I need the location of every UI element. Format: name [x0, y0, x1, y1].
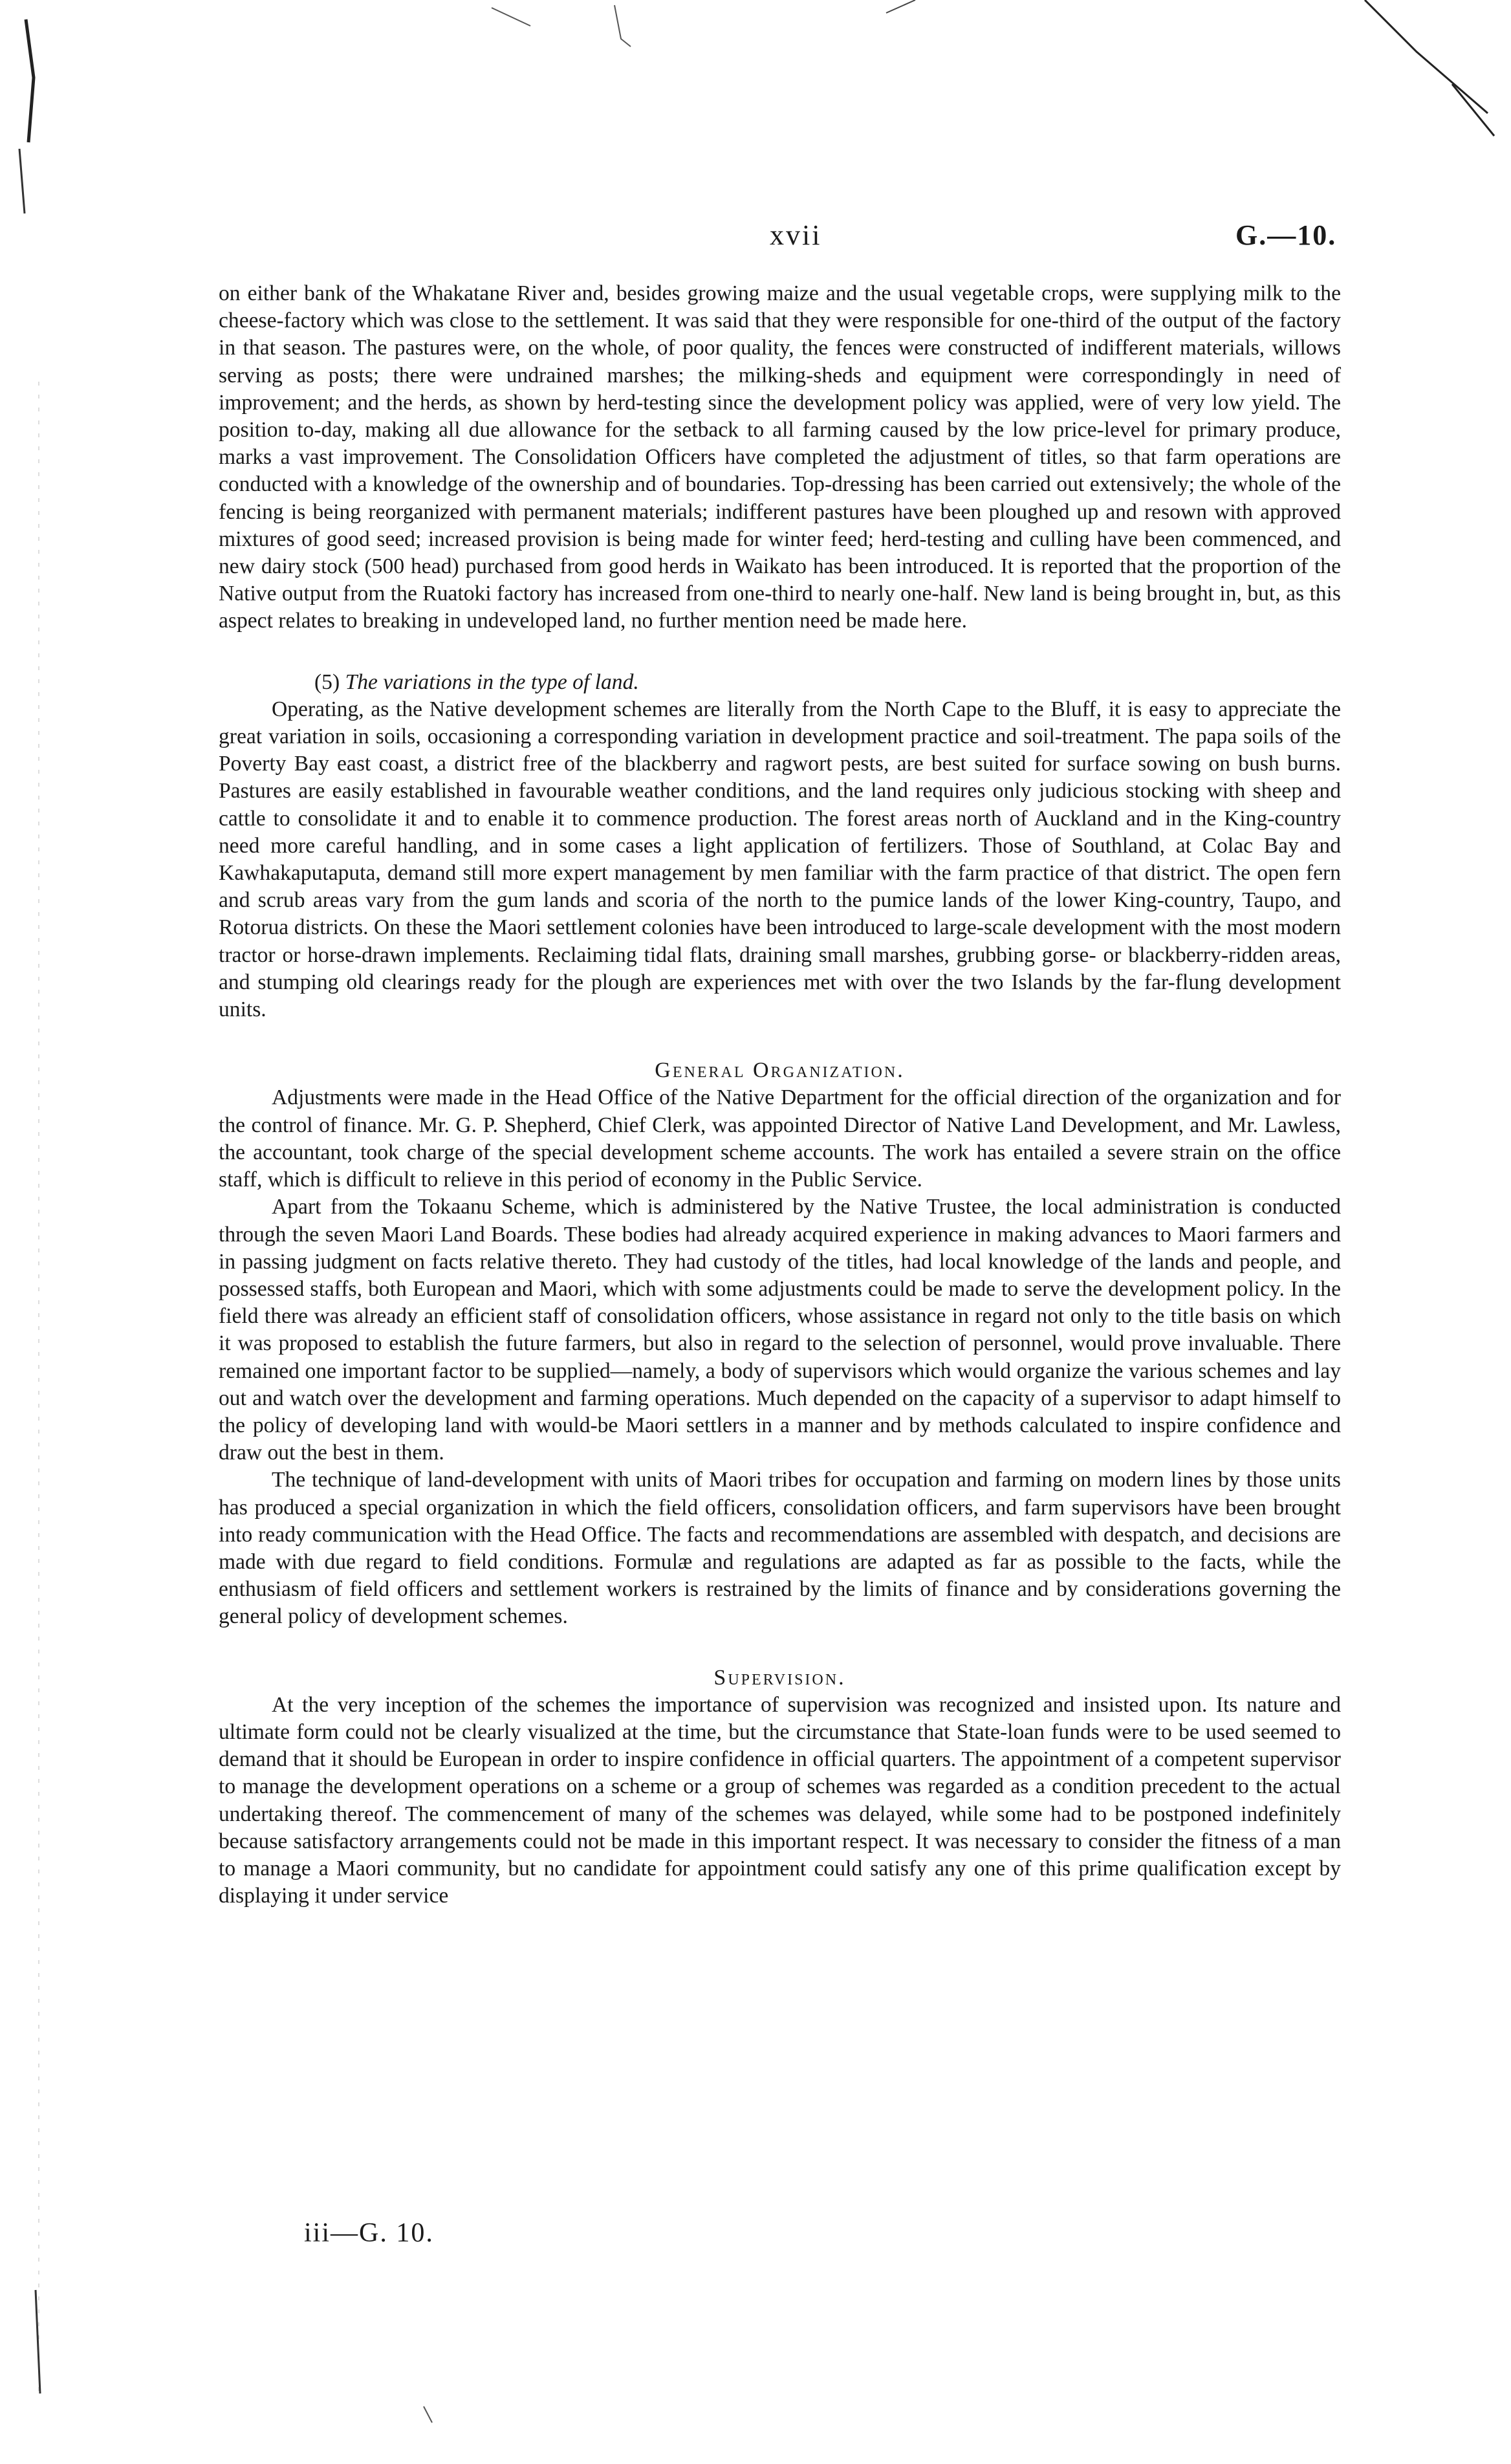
- heading-supervision: Supervision.: [713, 1665, 846, 1690]
- subheading-land-variations: [219, 669, 1341, 696]
- subheading-number: (5): [314, 670, 340, 694]
- body-text: [219, 280, 1341, 1910]
- paragraph-supervision: At the very inception of the schemes the importance of supervision was recognized and insisted upon. Its nature and ultimate form could not be clearly visualized at the time, but the circumstance that State-loan funds were to be used seemed to demand that it should be European in order to inspire confidence in official quarters. The appointment of a competent supervisor to manage the development operations on a scheme or a group of schemes was regarded as a condition precedent to the actual undertaking thereof. The commencement of many of the schemes was delayed, while some had to be postponed indefinitely because satisfactory arrangements could not be made in this important respect. It was necessary to consider the fitness of a man to manage a Maori community, but no candidate for appointment could satisfy any one of this prime qualification except by displaying it under service: [219, 1692, 1341, 1908]
- document-reference: G.—10.: [1235, 219, 1337, 251]
- paragraph-head-office: Adjustments were made in the Head Office of the Native Department for the official direction of the organization and for the control of finance. Mr. G. P. Shepherd, Chief Clerk, was appointed Director of Native Land Development, and Mr. Lawless, the accountant, took charge of the special development scheme accounts. The work has entailed a severe strain on the office staff, which is difficult to relieve in this period of economy in the Public Service.: [219, 1085, 1341, 1192]
- paragraph-whakatane: on either bank of the Whakatane River and, besides growing maize and the usual vegetable crops, were supplying milk to the cheese-factory which was close to the settlement. It was said that they were responsible for one-third of the output of the factory in that season. The pastures were, on the whole, of poor quality, the fences were constructed of indifferent materials, willows serving as posts; there were undrained marshes; the milking-sheds and equipment were correspondingly in need of improvement; and the herds, as shown by herd-testing since the development policy was applied, were of very low yield. The position to-day, making all due allowance for the setback to all farming caused by the low price-level for primary produce, marks a vast improvement. The Consolidation Officers have completed the adjustment of titles, so that farm operations are conducted with a knowledge of the ownership and of boundaries. Top-dressing has been carried out extensively; the whole of the fencing is being reorganized with permanent materials; indifferent pastures have been ploughed up and resown with approved mixtures of good seed; increased provision is being made for winter feed; herd-testing and culling have been commenced, and new dairy stock (500 head) purchased from good herds in Waikato has been introduced. It is reported that the proportion of the Native output from the Ruatoki factory has increased from one-third to nearly one-half. New land is being brought in, but, as this aspect relates to breaking in undeveloped land, no further mention need be made here.: [219, 281, 1341, 633]
- page-number-roman: xvii: [770, 219, 822, 251]
- paragraph-technique: The technique of land-development with units of Maori tribes for occupation and farming on modern lines by those units has produced a special organization in which the field officers, consolidation officers, and farm supervisors have been brought into ready communication with the Head Office. The facts and recommendations are assembled with despatch, and decisions are made with due regard to field conditions. Formulæ and regulations are adapted as far as possible to the facts, while the enthusiasm of field officers and settlement workers is restrained by the limits of finance and by considerations governing the general policy of development schemes.: [219, 1468, 1341, 1629]
- subheading-title: The variations in the type of land.: [345, 670, 639, 694]
- footer-signature: iii—G. 10.: [304, 2218, 434, 2248]
- paragraph-soil-variation: Operating, as the Native development schemes are literally from the North Cape to the Bluff, it is easy to appreciate the great variation in soils, occasioning a corresponding variation in development practice and soil-treatment. The papa soils of the Poverty Bay east coast, a district free of the blackberry and ragwort pests, are best suited for surface sowing on bush burns. Pastures are easily established in favourable weather conditions, and the land requires only judicious stocking with sheep and cattle to consolidate it and to enable it to commence production. The forest areas north of Auckland and in the King-country need more careful handling, and in some cases a light application of fertilizers. Those of Southland, at Colac Bay and Kawhakaputaputa, demand still more expert management by men familiar with the farm practice of that district. The open fern and scrub areas vary from the gum lands and scoria of the north to the pumice lands of the lower King-country, Taupo, and Rotorua districts. On these the Maori settlement colonies have been introduced to large-scale development with the most modern tractor or horse-drawn implements. Reclaiming tidal flats, draining small marshes, grubbing gorse- or blackberry-ridden areas, and stumping old clearings ready for the plough are experiences met with over the two Islands by the far-flung development units.: [219, 697, 1341, 1022]
- paragraph-local-administration: Apart from the Tokaanu Scheme, which is administered by the Native Trustee, the local administration is conducted through the seven Maori Land Boards. These bodies had already acquired experience in making advances to Maori farmers and in passing judgment on facts relative thereto. They had custody of the titles, had local knowledge of the lands and people, and possessed staffs, both European and Maori, which with some adjustments could be made to serve the development policy. In the field there was already an efficient staff of consolidation officers, whose assistance in regard not only to the title basis on which it was proposed to establish the future farmers, but also in regard to the selection of personnel, would prove invaluable. There remained one important factor to be supplied—namely, a body of supervisors which would organize the various schemes and lay out and watch over the development and farming operations. Much depended on the capacity of a supervisor to adapt himself to the policy of developing land with would-be Maori settlers in a manner and by methods calculated to inspire confidence and draw out the best in them.: [219, 1195, 1341, 1465]
- heading-general-organization: General Organization.: [655, 1058, 905, 1083]
